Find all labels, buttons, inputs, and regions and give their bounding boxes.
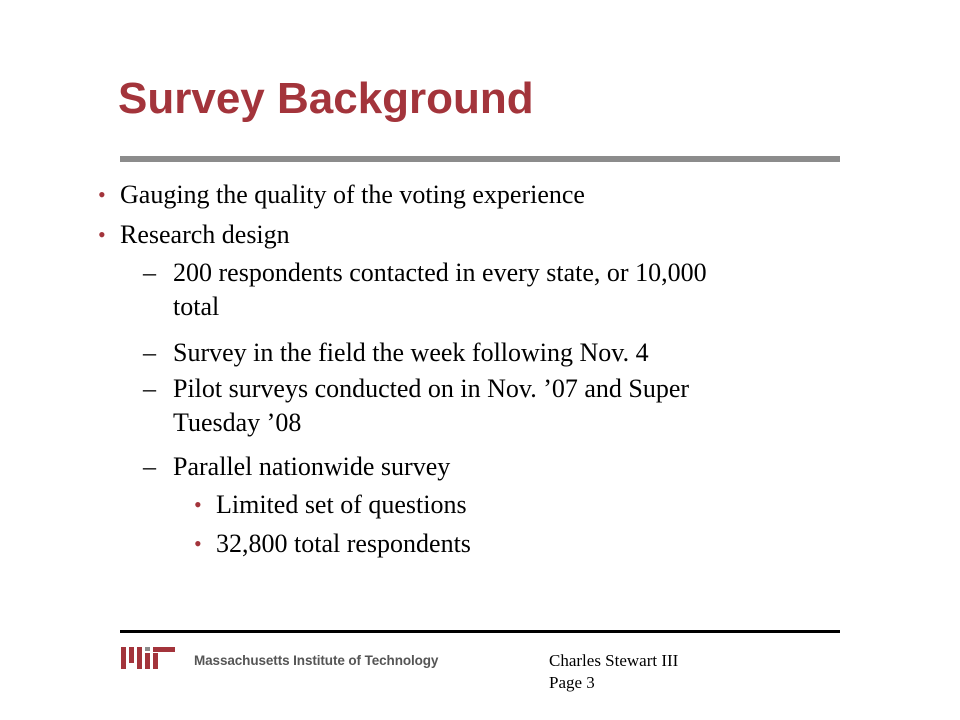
sub-sub-bullet-item <box>194 529 471 559</box>
bullet-text: Limited set of questions <box>216 490 467 519</box>
bullet-marker: • <box>98 222 106 247</box>
sub-bullet-item <box>143 372 690 440</box>
footer-divider <box>120 630 840 633</box>
dash-marker: – <box>143 338 156 367</box>
sub-bullet-line: Pilot surveys conducted on in Nov. ’07 and Super <box>173 374 690 403</box>
footer-info <box>549 650 678 694</box>
footer-author: Charles Stewart III <box>549 651 679 670</box>
dash-marker: – <box>143 374 156 403</box>
bullet-text: Research design <box>120 220 290 249</box>
bullet-item <box>98 220 290 250</box>
bullet-marker: • <box>98 182 106 207</box>
mit-wordmark: Massachusetts Institute of Technology <box>194 653 439 668</box>
slide-title: Survey Background <box>118 74 534 123</box>
title-divider <box>120 156 840 162</box>
sub-bullet-line: Survey in the field the week following Nov. 4 <box>173 338 649 367</box>
dash-marker: – <box>143 258 156 287</box>
bullet-marker: • <box>194 492 202 517</box>
mit-logo <box>120 641 480 671</box>
sub-bullet-line: 200 respondents contacted in every state, or 10,000 <box>173 258 707 287</box>
bullet-marker: • <box>194 531 202 556</box>
footer-page-number: Page 3 <box>549 673 595 692</box>
bullet-text: 32,800 total respondents <box>216 529 471 558</box>
bullet-item <box>98 180 585 210</box>
dash-marker: – <box>143 452 156 481</box>
sub-bullet-line: Parallel nationwide survey <box>173 452 451 481</box>
sub-bullet-line: Tuesday ’08 <box>173 408 302 437</box>
sub-bullet-item <box>143 256 707 324</box>
sub-sub-bullet-item <box>194 490 467 520</box>
bullet-text: Gauging the quality of the voting experience <box>120 180 585 209</box>
sub-bullet-item <box>143 336 649 370</box>
mit-logo-icon <box>120 641 180 671</box>
sub-bullet-line: total <box>173 292 220 321</box>
sub-bullet-item <box>143 450 451 484</box>
